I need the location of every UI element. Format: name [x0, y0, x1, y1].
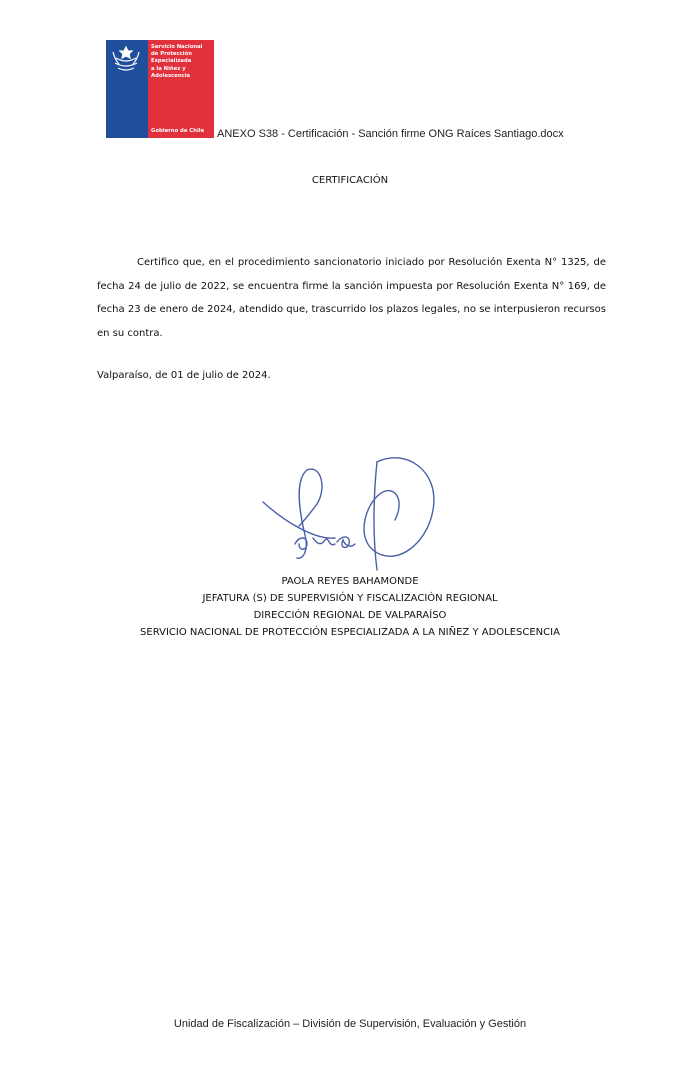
logo-red-panel [148, 40, 214, 138]
certification-paragraph: Certifico que, en el procedimiento sancionatorio iniciado por Resolución Exenta N° 1325, de fecha 24 de julio de 2022, se encuentra firme la sanción impuesta por Resolución Exenta N° 169, de fecha 23 de enero de 2024, atendido que, trascurrido los plazos legales, no se interpusieron recursos en su contra. [97, 257, 606, 339]
signer-department: DIRECCIÓN REGIONAL DE VALPARAÍSO [253, 610, 447, 621]
logo-blue-panel [106, 40, 148, 138]
signer-institution: SERVICIO NACIONAL DE PROTECCIÓN ESPECIALIZADA A LA NIÑEZ Y ADOLESCENCIA [140, 627, 560, 638]
signer-name: PAOLA REYES BAHAMONDE [281, 576, 419, 587]
coat-of-arms-icon [109, 44, 143, 74]
logo-institution-text: Servicio Nacional de Protección Especializada a la Niñez y Adolescencia [151, 44, 203, 79]
signer-position: JEFATURA (S) DE SUPERVISIÓN Y FISCALIZACIÓN REGIONAL [202, 593, 498, 604]
handwritten-signature [255, 440, 455, 575]
logo-government-text: Gobierno de Chile [151, 128, 205, 134]
date-line: Valparaíso, de 01 de julio de 2024. [97, 370, 271, 381]
page-footer: Unidad de Fiscalización – División de Supervisión, Evaluación y Gestión [173, 1018, 527, 1030]
institution-logo [106, 40, 214, 138]
document-title: CERTIFICACIÓN [311, 175, 389, 186]
document-filename: ANEXO S38 - Certificación - Sanción firme ONG Raíces Santiago.docx [217, 128, 564, 140]
signature-block [0, 573, 700, 641]
